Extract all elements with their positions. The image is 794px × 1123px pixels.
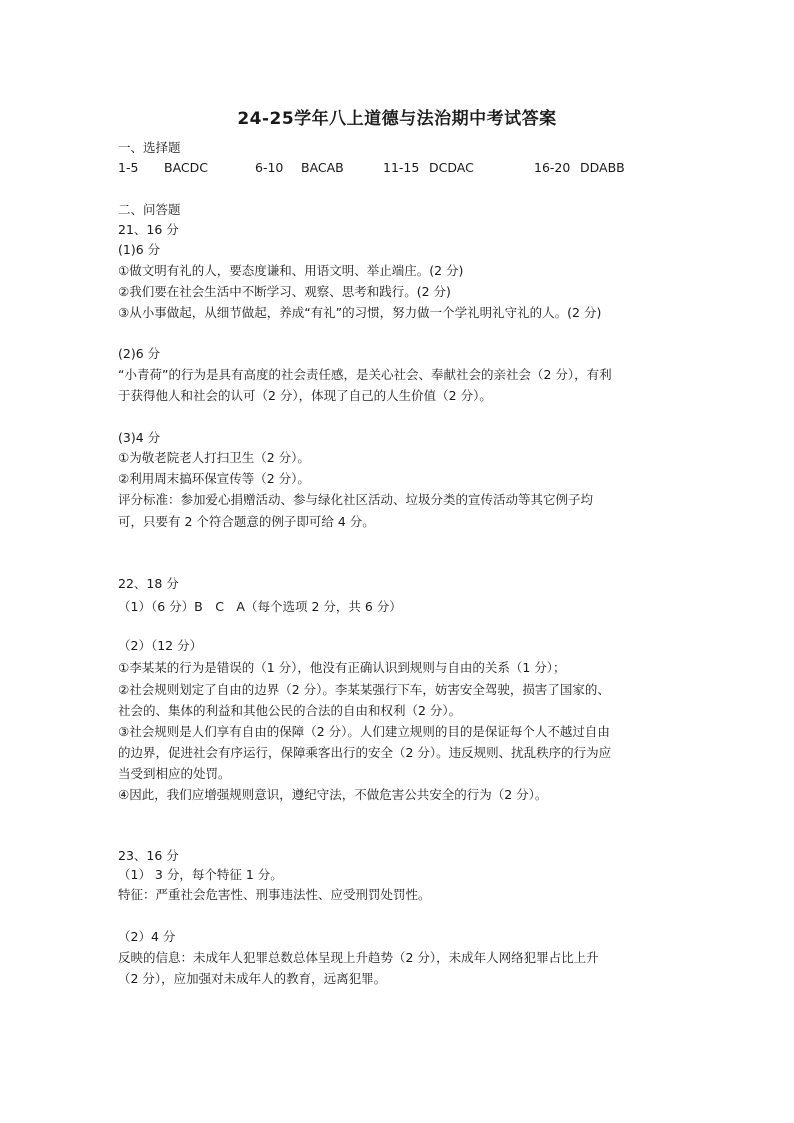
q21-part3-label: (3)4 分	[118, 430, 161, 445]
mc-group-3	[383, 160, 474, 175]
q21-part2-line: “小青荷”的行为是具有高度的社会责任感，是关心社会、奉献社会的亲社会（2 分），有利	[118, 367, 612, 382]
q22-part2-label: （2）（12 分）	[118, 638, 203, 653]
mc-group-1	[118, 160, 208, 175]
q21-part1-line: ①做文明有礼的人，要态度谦和、用语文明、举止端庄。(2 分)	[118, 263, 464, 278]
q23-part1-line: 特征：严重社会危害性、刑事违法性、应受刑罚处罚性。	[118, 887, 431, 902]
q21-part1-label: (1)6 分	[118, 242, 161, 257]
mc-group-4	[534, 160, 625, 175]
q21-header: 21、16 分	[118, 222, 179, 237]
q22-part2-line: 社会的、集体的利益和其他公民的合法的自由和权利（2 分）。	[118, 703, 462, 718]
mc-answers: DDABB	[580, 160, 625, 175]
q21-part1-line: ②我们要在社会生活中不断学习、观察、思考和践行。(2 分)	[118, 284, 451, 299]
q23-part2-line: 反映的信息：未成年人犯罪总数总体呈现上升趋势（2 分），未成年人网络犯罪占比上升	[118, 950, 599, 965]
q21-part3-line: ②利用周末搞环保宣传等（2 分）。	[118, 471, 310, 486]
mc-range: 1-5	[118, 160, 139, 175]
section1-heading: 一、选择题	[118, 140, 181, 155]
q21-part1-line: ③从小事做起，从细节做起，养成“有礼”的习惯，努力做一个学礼明礼守礼的人。(2 分)	[118, 305, 602, 320]
q22-part1: （1）（6 分）B C A（每个选项 2 分，共 6 分）	[118, 599, 402, 614]
q23-part1-label: （1） 3 分，每个特征 1 分。	[118, 867, 283, 882]
q22-header: 22、18 分	[118, 576, 179, 591]
mc-answers: BACAB	[301, 160, 344, 175]
q22-part2-line: 的边界，促进社会有序运行，保障乘客出行的安全（2 分）。违反规则、扰乱秩序的行为应	[118, 745, 612, 760]
q21-part3-line: ①为敬老院老人打扫卫生（2 分）。	[118, 450, 310, 465]
q21-part2-line: 于获得他人和社会的认可（2 分），体现了自己的人生价值（2 分）。	[118, 388, 492, 403]
q21-part3-line: 可，只要有 2 个符合题意的例子即可给 4 分。	[118, 514, 375, 529]
q23-part2-label: （2）4 分	[118, 929, 176, 944]
q21-part2-label: (2)6 分	[118, 346, 161, 361]
mc-range: 16-20	[534, 160, 571, 175]
mc-range: 6-10	[255, 160, 284, 175]
q22-part2-line: ③社会规则是人们享有自由的保障（2 分）。人们建立规则的目的是保证每个人不越过自由	[118, 724, 610, 739]
mc-answers: BACDC	[164, 160, 208, 175]
mc-group-2	[255, 160, 344, 175]
q23-part2-line: （2 分），应加强对未成年人的教育，远离犯罪。	[118, 971, 387, 986]
q22-part2-line: ①李某某的行为是错误的（1 分），他没有正确认识到规则与自由的关系（1 分）；	[118, 660, 566, 675]
section2-heading: 二、问答题	[118, 202, 181, 217]
q22-part2-line: ②社会规则划定了自由的边界（2 分）。李某某强行下车，妨害安全驾驶，损害了国家的、	[118, 682, 610, 697]
mc-range: 11-15	[383, 160, 420, 175]
q22-part2-line: ④因此，我们应增强规则意识，遵纪守法，不做危害公共安全的行为（2 分）。	[118, 787, 548, 802]
q22-part2-line: 当受到相应的处罚。	[118, 766, 231, 781]
mc-answers: DCDAC	[429, 160, 474, 175]
page-title: 24-25学年八上道德与法治期中考试答案	[237, 109, 557, 129]
q21-part3-line: 评分标准：参加爱心捐赠活动、参与绿化社区活动、垃圾分类的宣传活动等其它例子均	[118, 492, 594, 507]
q23-header: 23、16 分	[118, 848, 179, 863]
